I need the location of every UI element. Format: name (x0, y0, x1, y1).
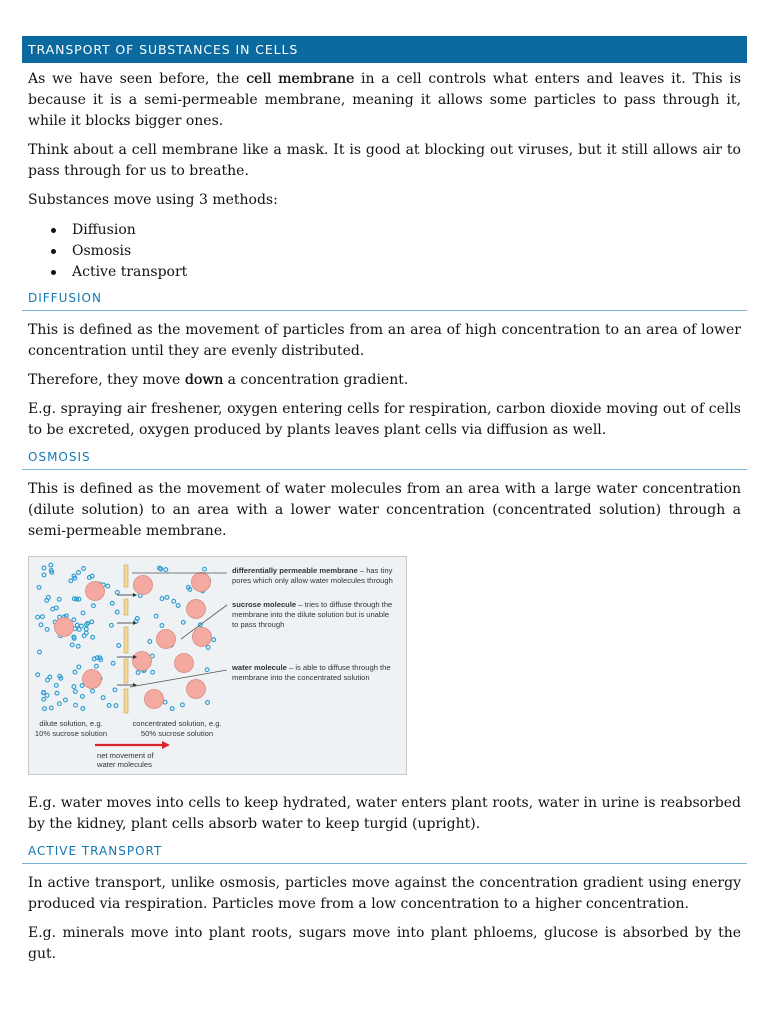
label-sucrose: sucrose molecule – tries to diffuse through the (232, 600, 393, 609)
diffusion-paragraph-1: This is defined as the movement of particles from an area of high concentration to an area of lower concentration until they are evenly distributed. (28, 322, 741, 359)
methods-list (22, 220, 747, 283)
list-item: Diffusion (72, 220, 747, 241)
intro-paragraph-3: Substances move using 3 methods: (28, 192, 278, 208)
active-paragraph-2: E.g. minerals move into plant roots, sugars move into plant phloems, glucose is absorbed by the gut. (28, 925, 741, 962)
keyword-cell-membrane: cell membrane (246, 71, 355, 87)
intro-paragraph-2: Think about a cell membrane like a mask. It is good at blocking out viruses, but it still allows air to pass through for us to breathe. (28, 142, 741, 179)
membrane-segment (124, 565, 128, 587)
active-paragraph-1: In active transport, unlike osmosis, particles move against the concentration gradient using energy produced via respiration. Particles move from a low concentration to a higher concentration. (28, 875, 741, 912)
label-dilute-1: dilute solution, e.g. (39, 719, 103, 728)
label-membrane: differentially permeable membrane – has tiny (232, 566, 393, 575)
label-membrane-line2: pores which only allow water molecules through (232, 576, 393, 585)
section-banner: TRANSPORT OF SUBSTANCES IN CELLS (22, 36, 747, 63)
label-net-1: net movement of (97, 751, 154, 760)
heading-diffusion: DIFFUSION (22, 290, 747, 311)
sucrose-molecule (86, 582, 105, 601)
osmosis-paragraph-1: This is defined as the movement of water molecules from an area with a large water concentration (dilute solution) to an area with a lower water concentration (concentrated solution) through a semi-permeable membrane. (28, 481, 741, 539)
intro-paragraph-1: As we have seen before, the cell membrane in a cell controls what enters and leaves it. This is because it is a semi-permeable membrane, meaning it allows some particles to pass through it, while it blocks bigger ones. (28, 71, 742, 129)
diffusion-paragraph-2: Therefore, they move down a concentration gradient. (28, 372, 409, 388)
sucrose-molecule (192, 573, 211, 592)
label-sucrose-line2: membrane into the dilute solution but is unable (232, 610, 390, 619)
label-net-2: water molecules (97, 760, 152, 769)
membrane-segment (124, 627, 128, 653)
label-sucrose-line3: to pass through (232, 620, 285, 629)
membrane-segment (124, 689, 128, 713)
sucrose-molecule (55, 618, 74, 637)
label-concentrated-2: 50% sucrose solution (140, 729, 214, 738)
heading-osmosis: OSMOSIS (22, 449, 747, 470)
sucrose-molecule (187, 680, 206, 699)
membrane-segment (124, 659, 128, 683)
list-item: Osmosis (72, 241, 747, 262)
osmosis-diagram (28, 556, 407, 775)
sucrose-molecule (157, 630, 176, 649)
label-dilute-2: 10% sucrose solution (34, 729, 108, 738)
heading-active-transport: ACTIVE TRANSPORT (22, 843, 747, 864)
sucrose-molecule (145, 690, 164, 709)
membrane (124, 565, 128, 713)
sucrose-molecule (193, 628, 212, 647)
list-item: Active transport (72, 262, 747, 283)
membrane-segment (124, 599, 128, 615)
sucrose-molecule (83, 670, 102, 689)
label-concentrated-1: concentrated solution, e.g. (132, 719, 222, 728)
keyword-down: down (184, 372, 224, 388)
sucrose-molecule (134, 576, 153, 595)
sucrose-molecule (133, 652, 152, 671)
label-water-line2: membrane into the concentrated solution (232, 673, 370, 682)
label-water: water molecule – is able to diffuse through the (232, 663, 391, 672)
sucrose-molecule (175, 654, 194, 673)
sucrose-molecule (187, 600, 206, 619)
osmosis-paragraph-2: E.g. water moves into cells to keep hydrated, water enters plant roots, water in urine is reabsorbed by the kidney, plant cells absorb water to keep turgid (upright). (28, 795, 741, 832)
document-page (22, 36, 747, 965)
diffusion-paragraph-3: E.g. spraying air freshener, oxygen entering cells for respiration, carbon dioxide moving out of cells to be excreted, oxygen produced by plants leaves plant cells via diffusion as well. (28, 401, 741, 438)
